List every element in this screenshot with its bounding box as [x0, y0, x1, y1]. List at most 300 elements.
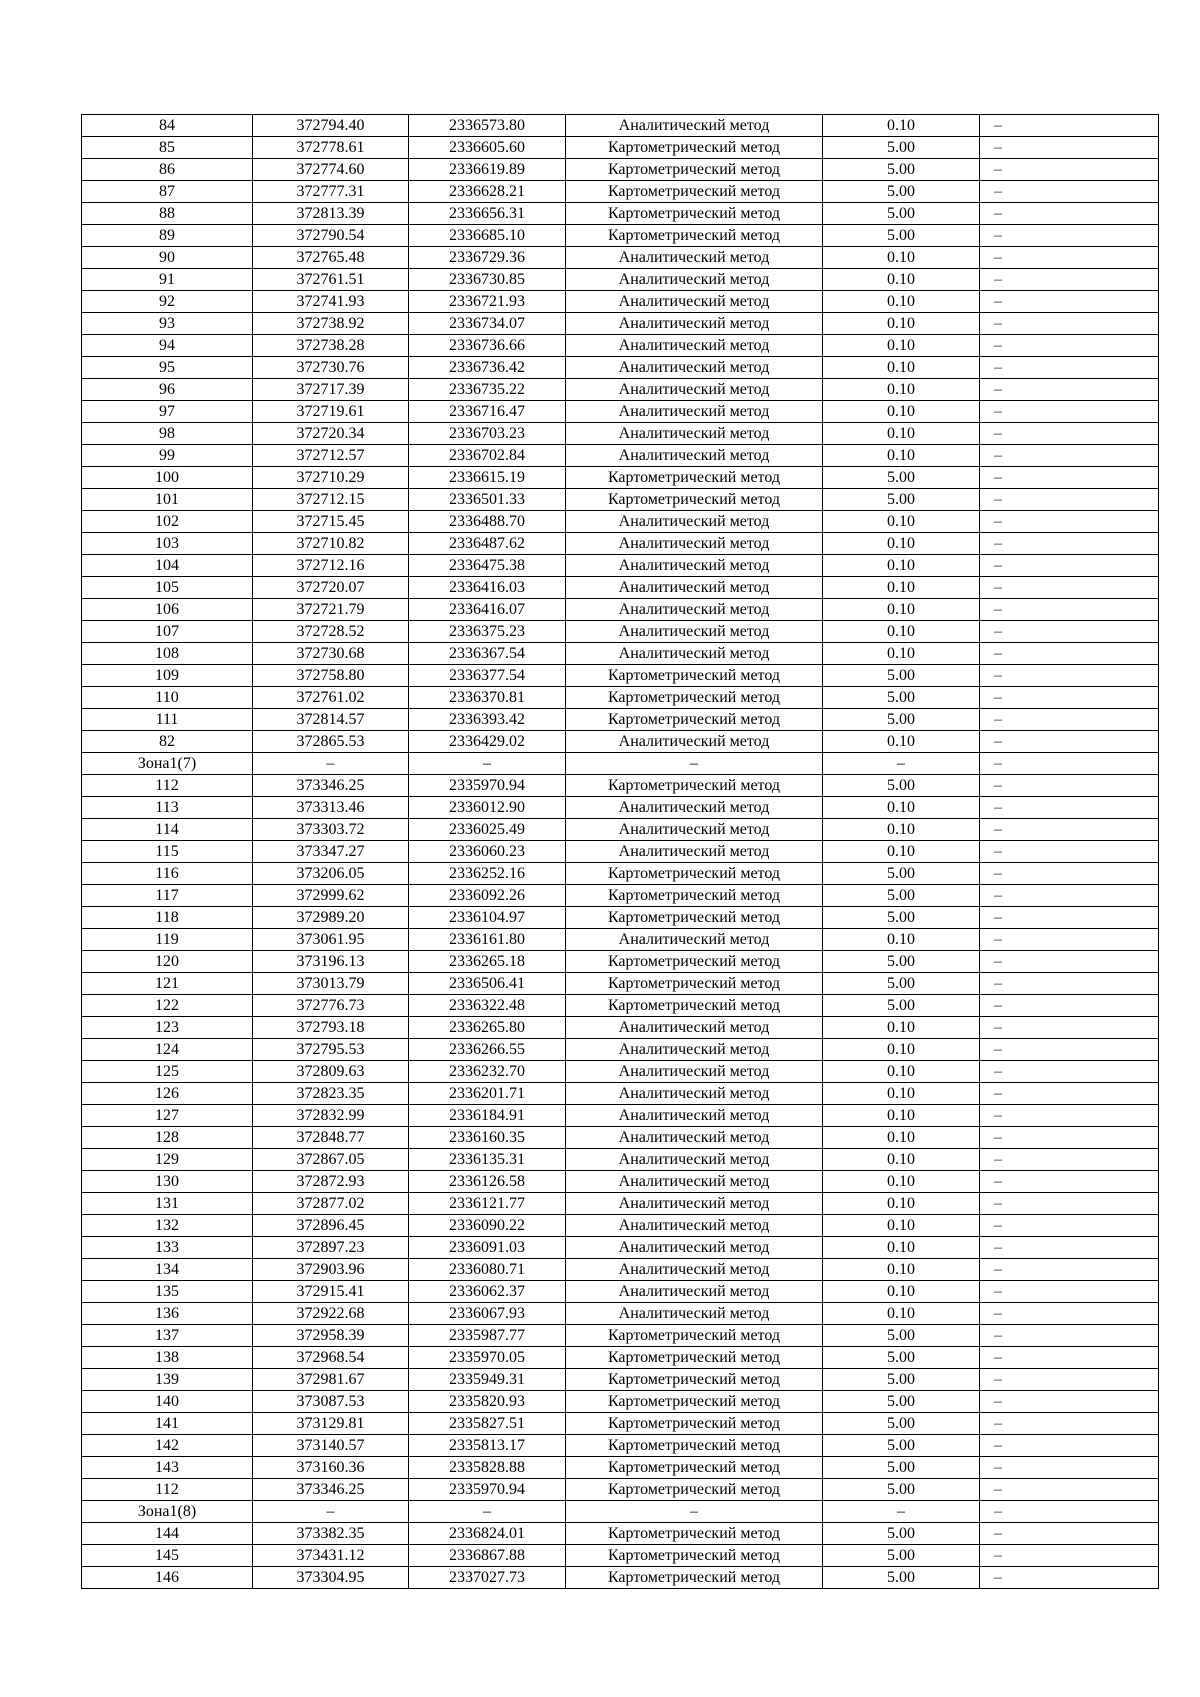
cell-point-number: 146 — [82, 1567, 253, 1589]
table-row — [82, 797, 1159, 819]
table-row — [82, 819, 1159, 841]
table-row — [82, 1039, 1159, 1061]
cell-point-number: 145 — [82, 1545, 253, 1567]
cell-x-coordinate: 372720.07 — [253, 577, 409, 599]
cell-accuracy: 5.00 — [823, 1567, 980, 1589]
cell-y-coordinate: 2336201.71 — [409, 1083, 566, 1105]
cell-description: – — [980, 1457, 1159, 1479]
cell-description: – — [980, 313, 1159, 335]
cell-accuracy: 0.10 — [823, 1017, 980, 1039]
cell-description: – — [980, 819, 1159, 841]
cell-y-coordinate: 2336656.31 — [409, 203, 566, 225]
table-row — [82, 841, 1159, 863]
cell-y-coordinate: 2336702.84 — [409, 445, 566, 467]
cell-x-coordinate: 372795.53 — [253, 1039, 409, 1061]
cell-x-coordinate: 372728.52 — [253, 621, 409, 643]
cell-method: Картометрический метод — [566, 775, 823, 797]
cell-method: Аналитический метод — [566, 423, 823, 445]
table-row — [82, 1127, 1159, 1149]
cell-description: – — [980, 1171, 1159, 1193]
cell-point-number: 94 — [82, 335, 253, 357]
cell-y-coordinate: 2336716.47 — [409, 401, 566, 423]
cell-y-coordinate: 2336265.80 — [409, 1017, 566, 1039]
cell-method: Картометрический метод — [566, 225, 823, 247]
cell-y-coordinate: 2336252.16 — [409, 863, 566, 885]
cell-y-coordinate: 2336080.71 — [409, 1259, 566, 1281]
cell-description: – — [980, 929, 1159, 951]
table-row — [82, 1171, 1159, 1193]
table-row — [82, 731, 1159, 753]
cell-accuracy: 0.10 — [823, 1149, 980, 1171]
cell-method: Картометрический метод — [566, 665, 823, 687]
cell-y-coordinate: 2335820.93 — [409, 1391, 566, 1413]
cell-accuracy: 5.00 — [823, 203, 980, 225]
cell-y-coordinate: 2336685.10 — [409, 225, 566, 247]
cell-x-coordinate: 372765.48 — [253, 247, 409, 269]
cell-point-number: 110 — [82, 687, 253, 709]
cell-y-coordinate: – — [409, 1501, 566, 1523]
table-row — [82, 775, 1159, 797]
table-row — [82, 225, 1159, 247]
cell-x-coordinate: 372968.54 — [253, 1347, 409, 1369]
cell-accuracy: 0.10 — [823, 357, 980, 379]
table-row — [82, 1413, 1159, 1435]
cell-description: – — [980, 203, 1159, 225]
cell-point-number: 129 — [82, 1149, 253, 1171]
cell-accuracy: 5.00 — [823, 1479, 980, 1501]
table-row — [82, 1303, 1159, 1325]
cell-description: – — [980, 1215, 1159, 1237]
cell-accuracy: 5.00 — [823, 1413, 980, 1435]
cell-y-coordinate: 2336091.03 — [409, 1237, 566, 1259]
cell-accuracy: – — [823, 1501, 980, 1523]
cell-point-number: 135 — [82, 1281, 253, 1303]
cell-method: Аналитический метод — [566, 379, 823, 401]
cell-accuracy: 0.10 — [823, 1303, 980, 1325]
table-row — [82, 1347, 1159, 1369]
cell-x-coordinate: 373313.46 — [253, 797, 409, 819]
cell-description: – — [980, 489, 1159, 511]
table-row — [82, 1061, 1159, 1083]
cell-description: – — [980, 951, 1159, 973]
cell-point-number: 128 — [82, 1127, 253, 1149]
cell-accuracy: 5.00 — [823, 489, 980, 511]
cell-x-coordinate: 372999.62 — [253, 885, 409, 907]
cell-x-coordinate: 372794.40 — [253, 115, 409, 137]
cell-accuracy: 0.10 — [823, 555, 980, 577]
cell-y-coordinate: 2336060.23 — [409, 841, 566, 863]
cell-point-number: 117 — [82, 885, 253, 907]
cell-y-coordinate: 2336416.07 — [409, 599, 566, 621]
cell-method: Аналитический метод — [566, 269, 823, 291]
cell-description: – — [980, 643, 1159, 665]
cell-x-coordinate: 372721.79 — [253, 599, 409, 621]
cell-method: Аналитический метод — [566, 1237, 823, 1259]
cell-y-coordinate: 2336322.48 — [409, 995, 566, 1017]
cell-x-coordinate: 372832.99 — [253, 1105, 409, 1127]
cell-description: – — [980, 885, 1159, 907]
cell-y-coordinate: 2336506.41 — [409, 973, 566, 995]
cell-method: Картометрический метод — [566, 951, 823, 973]
table-row — [82, 1523, 1159, 1545]
cell-y-coordinate: 2335949.31 — [409, 1369, 566, 1391]
cell-method: Картометрический метод — [566, 885, 823, 907]
table-row — [82, 467, 1159, 489]
cell-y-coordinate: 2336067.93 — [409, 1303, 566, 1325]
cell-method: – — [566, 1501, 823, 1523]
cell-x-coordinate: 372896.45 — [253, 1215, 409, 1237]
table-row — [82, 1435, 1159, 1457]
cell-accuracy: 0.10 — [823, 115, 980, 137]
cell-point-number: 85 — [82, 137, 253, 159]
cell-accuracy: 5.00 — [823, 159, 980, 181]
cell-point-number: 104 — [82, 555, 253, 577]
cell-y-coordinate: 2336184.91 — [409, 1105, 566, 1127]
cell-accuracy: 0.10 — [823, 621, 980, 643]
cell-y-coordinate: 2335970.94 — [409, 1479, 566, 1501]
cell-y-coordinate: 2336377.54 — [409, 665, 566, 687]
cell-point-number: 122 — [82, 995, 253, 1017]
cell-x-coordinate: 372712.57 — [253, 445, 409, 467]
cell-x-coordinate: 372710.82 — [253, 533, 409, 555]
table-row — [82, 643, 1159, 665]
cell-method: Картометрический метод — [566, 137, 823, 159]
table-row — [82, 709, 1159, 731]
cell-y-coordinate: 2336628.21 — [409, 181, 566, 203]
cell-method: Аналитический метод — [566, 797, 823, 819]
cell-x-coordinate: 372774.60 — [253, 159, 409, 181]
cell-accuracy: 0.10 — [823, 1215, 980, 1237]
cell-method: Аналитический метод — [566, 313, 823, 335]
cell-method: Картометрический метод — [566, 181, 823, 203]
table-row — [82, 1501, 1159, 1523]
cell-x-coordinate: 372741.93 — [253, 291, 409, 313]
cell-x-coordinate: 373129.81 — [253, 1413, 409, 1435]
cell-x-coordinate: 373346.25 — [253, 775, 409, 797]
cell-accuracy: 0.10 — [823, 819, 980, 841]
cell-method: Аналитический метод — [566, 1215, 823, 1237]
cell-method: Аналитический метод — [566, 1127, 823, 1149]
table-row — [82, 1149, 1159, 1171]
cell-x-coordinate: 373140.57 — [253, 1435, 409, 1457]
cell-method: Аналитический метод — [566, 643, 823, 665]
cell-description: – — [980, 841, 1159, 863]
cell-point-number: 144 — [82, 1523, 253, 1545]
cell-point-number: 86 — [82, 159, 253, 181]
table-row — [82, 1545, 1159, 1567]
cell-x-coordinate: 372981.67 — [253, 1369, 409, 1391]
cell-accuracy: 5.00 — [823, 907, 980, 929]
cell-x-coordinate: 372777.31 — [253, 181, 409, 203]
cell-x-coordinate: 372877.02 — [253, 1193, 409, 1215]
cell-x-coordinate: 373346.25 — [253, 1479, 409, 1501]
cell-description: – — [980, 533, 1159, 555]
cell-accuracy: 0.10 — [823, 1237, 980, 1259]
cell-accuracy: 0.10 — [823, 379, 980, 401]
cell-y-coordinate: 2336721.93 — [409, 291, 566, 313]
cell-point-number: 123 — [82, 1017, 253, 1039]
cell-description: – — [980, 863, 1159, 885]
coordinates-table-body — [82, 115, 1159, 1589]
cell-x-coordinate: 372730.68 — [253, 643, 409, 665]
cell-description: – — [980, 1413, 1159, 1435]
cell-method: Аналитический метод — [566, 577, 823, 599]
cell-accuracy: 0.10 — [823, 577, 980, 599]
cell-y-coordinate: 2335970.94 — [409, 775, 566, 797]
table-row — [82, 1457, 1159, 1479]
cell-accuracy: 5.00 — [823, 995, 980, 1017]
table-row — [82, 973, 1159, 995]
cell-accuracy: 0.10 — [823, 841, 980, 863]
cell-accuracy: 5.00 — [823, 951, 980, 973]
table-row — [82, 269, 1159, 291]
cell-x-coordinate: 372778.61 — [253, 137, 409, 159]
cell-description: – — [980, 621, 1159, 643]
coordinates-table — [81, 114, 1159, 1589]
cell-y-coordinate: 2337027.73 — [409, 1567, 566, 1589]
cell-y-coordinate: 2336501.33 — [409, 489, 566, 511]
table-row — [82, 687, 1159, 709]
table-row — [82, 1193, 1159, 1215]
cell-point-number: 93 — [82, 313, 253, 335]
cell-method: Аналитический метод — [566, 511, 823, 533]
cell-description: – — [980, 1127, 1159, 1149]
cell-y-coordinate: 2336475.38 — [409, 555, 566, 577]
cell-x-coordinate: 373382.35 — [253, 1523, 409, 1545]
cell-method: Картометрический метод — [566, 489, 823, 511]
cell-accuracy: 5.00 — [823, 1457, 980, 1479]
cell-accuracy: 0.10 — [823, 247, 980, 269]
cell-method: Картометрический метод — [566, 1435, 823, 1457]
cell-point-number: 127 — [82, 1105, 253, 1127]
table-row — [82, 203, 1159, 225]
cell-x-coordinate: 372715.45 — [253, 511, 409, 533]
cell-point-number: 103 — [82, 533, 253, 555]
cell-y-coordinate: 2335970.05 — [409, 1347, 566, 1369]
cell-point-number: 100 — [82, 467, 253, 489]
cell-point-number: 95 — [82, 357, 253, 379]
cell-method: Картометрический метод — [566, 907, 823, 929]
cell-y-coordinate: 2336416.03 — [409, 577, 566, 599]
cell-description: – — [980, 1369, 1159, 1391]
cell-point-number: Зона1(7) — [82, 753, 253, 775]
cell-x-coordinate: 372719.61 — [253, 401, 409, 423]
cell-method: Аналитический метод — [566, 1171, 823, 1193]
cell-description: – — [980, 357, 1159, 379]
cell-description: – — [980, 1435, 1159, 1457]
cell-y-coordinate: 2336573.80 — [409, 115, 566, 137]
cell-y-coordinate: 2336824.01 — [409, 1523, 566, 1545]
cell-x-coordinate: 372738.92 — [253, 313, 409, 335]
cell-description: – — [980, 269, 1159, 291]
cell-method: Аналитический метод — [566, 1303, 823, 1325]
cell-method: Аналитический метод — [566, 1259, 823, 1281]
cell-method: Аналитический метод — [566, 1083, 823, 1105]
cell-x-coordinate: 372717.39 — [253, 379, 409, 401]
cell-accuracy: 0.10 — [823, 731, 980, 753]
table-row — [82, 137, 1159, 159]
table-row — [82, 379, 1159, 401]
cell-description: – — [980, 291, 1159, 313]
cell-method: Аналитический метод — [566, 357, 823, 379]
cell-description: – — [980, 1105, 1159, 1127]
cell-y-coordinate: 2336126.58 — [409, 1171, 566, 1193]
table-row — [82, 929, 1159, 951]
cell-x-coordinate: 373013.79 — [253, 973, 409, 995]
cell-method: Картометрический метод — [566, 159, 823, 181]
cell-point-number: 121 — [82, 973, 253, 995]
cell-accuracy: 0.10 — [823, 1127, 980, 1149]
cell-x-coordinate: 372793.18 — [253, 1017, 409, 1039]
cell-point-number: 108 — [82, 643, 253, 665]
cell-method: Аналитический метод — [566, 445, 823, 467]
cell-y-coordinate: 2336104.97 — [409, 907, 566, 929]
cell-y-coordinate: 2336736.42 — [409, 357, 566, 379]
cell-y-coordinate: 2336393.42 — [409, 709, 566, 731]
cell-y-coordinate: 2336488.70 — [409, 511, 566, 533]
cell-method: Картометрический метод — [566, 709, 823, 731]
cell-y-coordinate: 2336615.19 — [409, 467, 566, 489]
cell-method: Картометрический метод — [566, 1523, 823, 1545]
cell-accuracy: 0.10 — [823, 401, 980, 423]
cell-description: – — [980, 181, 1159, 203]
cell-method: Аналитический метод — [566, 1039, 823, 1061]
table-row — [82, 995, 1159, 1017]
cell-accuracy: 5.00 — [823, 1545, 980, 1567]
cell-x-coordinate: 372897.23 — [253, 1237, 409, 1259]
cell-accuracy: 5.00 — [823, 1391, 980, 1413]
table-row — [82, 181, 1159, 203]
cell-method: Аналитический метод — [566, 1193, 823, 1215]
cell-method: Картометрический метод — [566, 467, 823, 489]
cell-x-coordinate: 372809.63 — [253, 1061, 409, 1083]
cell-method: Аналитический метод — [566, 401, 823, 423]
cell-accuracy: 5.00 — [823, 863, 980, 885]
cell-point-number: 107 — [82, 621, 253, 643]
cell-description: – — [980, 1567, 1159, 1589]
cell-description: – — [980, 511, 1159, 533]
cell-method: Аналитический метод — [566, 555, 823, 577]
cell-accuracy: 0.10 — [823, 269, 980, 291]
cell-accuracy: 5.00 — [823, 1347, 980, 1369]
cell-x-coordinate: 372903.96 — [253, 1259, 409, 1281]
cell-method: Аналитический метод — [566, 929, 823, 951]
cell-point-number: 82 — [82, 731, 253, 753]
cell-accuracy: 5.00 — [823, 467, 980, 489]
cell-accuracy: 0.10 — [823, 599, 980, 621]
cell-method: Аналитический метод — [566, 819, 823, 841]
cell-accuracy: 5.00 — [823, 973, 980, 995]
table-row — [82, 445, 1159, 467]
cell-method: Аналитический метод — [566, 1105, 823, 1127]
cell-accuracy: 0.10 — [823, 1171, 980, 1193]
cell-x-coordinate: 372758.80 — [253, 665, 409, 687]
cell-point-number: 88 — [82, 203, 253, 225]
cell-point-number: 137 — [82, 1325, 253, 1347]
cell-description: – — [980, 1083, 1159, 1105]
cell-description: – — [980, 1303, 1159, 1325]
cell-point-number: 98 — [82, 423, 253, 445]
table-row — [82, 1281, 1159, 1303]
table-row — [82, 1017, 1159, 1039]
cell-point-number: 91 — [82, 269, 253, 291]
cell-description: – — [980, 137, 1159, 159]
cell-description: – — [980, 1523, 1159, 1545]
cell-y-coordinate: 2336135.31 — [409, 1149, 566, 1171]
cell-point-number: 142 — [82, 1435, 253, 1457]
cell-method: Картометрический метод — [566, 995, 823, 1017]
cell-accuracy: 0.10 — [823, 1259, 980, 1281]
cell-method: Картометрический метод — [566, 1567, 823, 1589]
cell-description: – — [980, 1149, 1159, 1171]
cell-description: – — [980, 445, 1159, 467]
table-row — [82, 885, 1159, 907]
cell-point-number: 92 — [82, 291, 253, 313]
cell-description: – — [980, 1391, 1159, 1413]
cell-accuracy: 0.10 — [823, 1061, 980, 1083]
cell-point-number: 84 — [82, 115, 253, 137]
table-row — [82, 1237, 1159, 1259]
cell-point-number: 87 — [82, 181, 253, 203]
cell-y-coordinate: 2336429.02 — [409, 731, 566, 753]
table-row — [82, 863, 1159, 885]
cell-description: – — [980, 1259, 1159, 1281]
cell-method: Аналитический метод — [566, 1061, 823, 1083]
cell-accuracy: 5.00 — [823, 885, 980, 907]
cell-x-coordinate: 372813.39 — [253, 203, 409, 225]
cell-x-coordinate: 373304.95 — [253, 1567, 409, 1589]
cell-x-coordinate: 373087.53 — [253, 1391, 409, 1413]
table-row — [82, 665, 1159, 687]
cell-point-number: 109 — [82, 665, 253, 687]
cell-y-coordinate: 2336730.85 — [409, 269, 566, 291]
cell-x-coordinate: 372865.53 — [253, 731, 409, 753]
cell-description: – — [980, 665, 1159, 687]
table-row — [82, 1479, 1159, 1501]
cell-point-number: 115 — [82, 841, 253, 863]
cell-x-coordinate: 372730.76 — [253, 357, 409, 379]
cell-accuracy: 0.10 — [823, 643, 980, 665]
cell-x-coordinate: 373160.36 — [253, 1457, 409, 1479]
cell-description: – — [980, 1061, 1159, 1083]
cell-y-coordinate: 2335987.77 — [409, 1325, 566, 1347]
cell-description: – — [980, 731, 1159, 753]
cell-point-number: 96 — [82, 379, 253, 401]
cell-accuracy: 0.10 — [823, 445, 980, 467]
cell-x-coordinate: 372710.29 — [253, 467, 409, 489]
cell-description: – — [980, 1039, 1159, 1061]
cell-method: Картометрический метод — [566, 1347, 823, 1369]
cell-description: – — [980, 379, 1159, 401]
cell-y-coordinate: 2336161.80 — [409, 929, 566, 951]
cell-description: – — [980, 1501, 1159, 1523]
cell-x-coordinate: 372814.57 — [253, 709, 409, 731]
cell-y-coordinate: 2335813.17 — [409, 1435, 566, 1457]
cell-point-number: 125 — [82, 1061, 253, 1083]
table-row — [82, 511, 1159, 533]
cell-x-coordinate: 372922.68 — [253, 1303, 409, 1325]
cell-method: Картометрический метод — [566, 1457, 823, 1479]
cell-method: Картометрический метод — [566, 1545, 823, 1567]
cell-method: Картометрический метод — [566, 1369, 823, 1391]
cell-description: – — [980, 687, 1159, 709]
cell-y-coordinate: 2336605.60 — [409, 137, 566, 159]
table-row — [82, 621, 1159, 643]
cell-point-number: 112 — [82, 1479, 253, 1501]
cell-method: Картометрический метод — [566, 973, 823, 995]
cell-accuracy: 0.10 — [823, 1281, 980, 1303]
cell-x-coordinate: 372776.73 — [253, 995, 409, 1017]
